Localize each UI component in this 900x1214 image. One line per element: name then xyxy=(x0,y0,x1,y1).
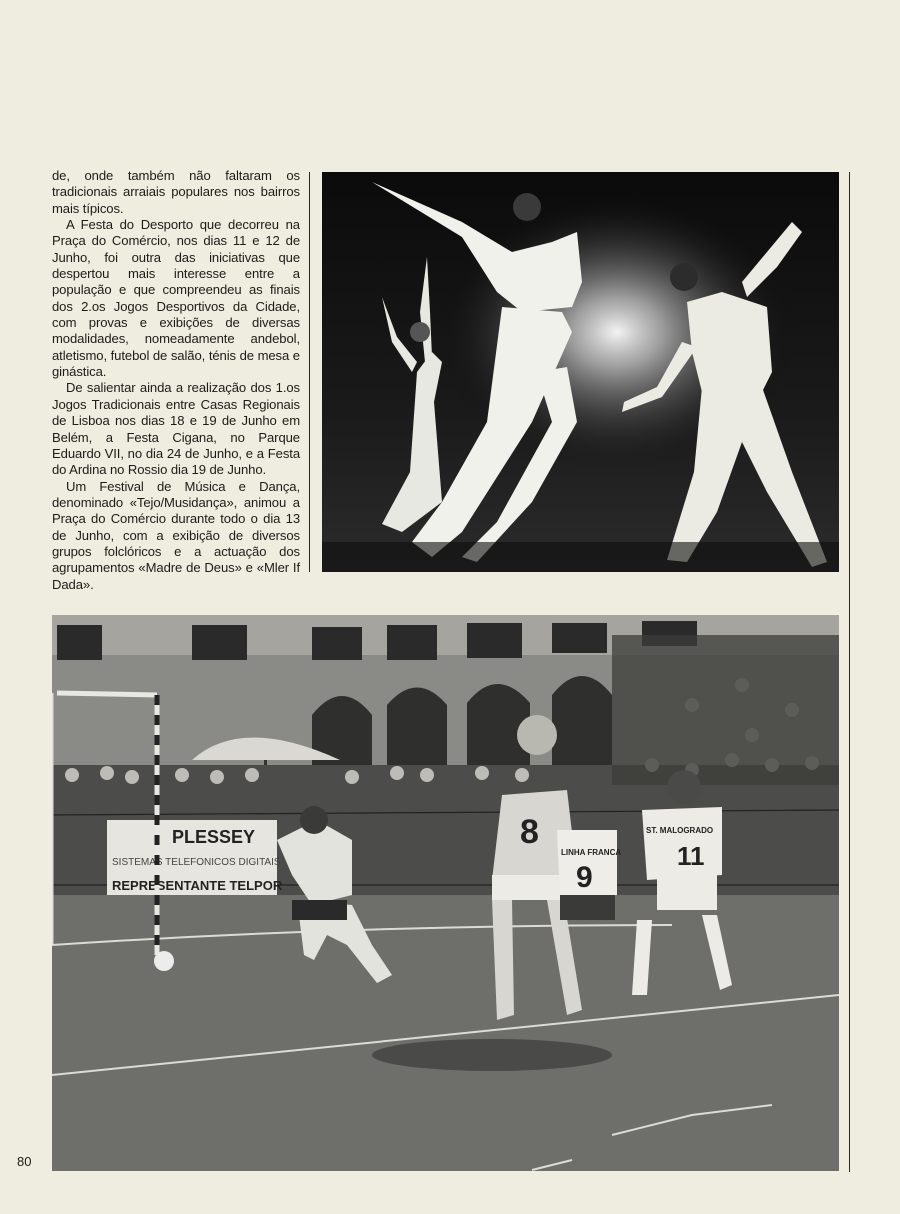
paragraph-4: Um Festival de Música e Dança, denominado «Tejo/Musidança», animou a Praça do Comércio durante todo o dia 13 de Junho, com a exibição de diversos grupos folclóricos e a actuação dos agrupamentos «Madre de Deus» e «Mler If Dada». xyxy=(52,478,300,592)
article-text xyxy=(52,168,300,593)
jersey-number-9: 9 xyxy=(576,861,593,894)
banner-representative: REPRESENTANTE TELPOR xyxy=(112,878,283,893)
soccer-photo xyxy=(52,615,839,1171)
banner-brand: PLESSEY xyxy=(172,827,256,847)
paragraph-3: De salientar ainda a realização dos 1.os Jogos Tradicionais entre Casas Regionais de Lisboa nos dias 18 e 19 de Junho em Belém, a Festa Cigana, no Parque Eduardo VII, no dia 24 de Junho, e a Festa do Ardina no Rossio dia 19 de Junho. xyxy=(52,380,300,478)
paragraph-1: de, onde também não faltaram os tradicionais arraiais populares nos bairros mais típicos. xyxy=(52,168,300,216)
column-rule-left xyxy=(309,172,310,572)
jersey-number-8: 8 xyxy=(520,813,539,851)
paragraph-2: A Festa do Desporto que decorreu na Praça do Comércio, nos dias 11 e 12 de Junho, foi outra das iniciativas que despertou mais interesse entre a população e que compreendeu as finais dos 2.os Jogos Desportivos da Cidade, com provas e exibições de diversas modalidades, nomeadamente andebol, atletismo, futebol de salão, ténis de mesa e ginástica. xyxy=(52,217,300,380)
jersey-11-text: ST. MALOGRADO xyxy=(646,826,714,835)
jersey-number-11: 11 xyxy=(677,841,705,871)
dance-photo xyxy=(322,172,839,572)
page-number: 80 xyxy=(17,1154,32,1169)
column-rule-right xyxy=(849,172,850,1172)
banner-subtitle: SISTEMAS TELEFONICOS DIGITAIS xyxy=(112,857,281,868)
jersey-9-text: LINHA FRANCA xyxy=(561,848,622,857)
